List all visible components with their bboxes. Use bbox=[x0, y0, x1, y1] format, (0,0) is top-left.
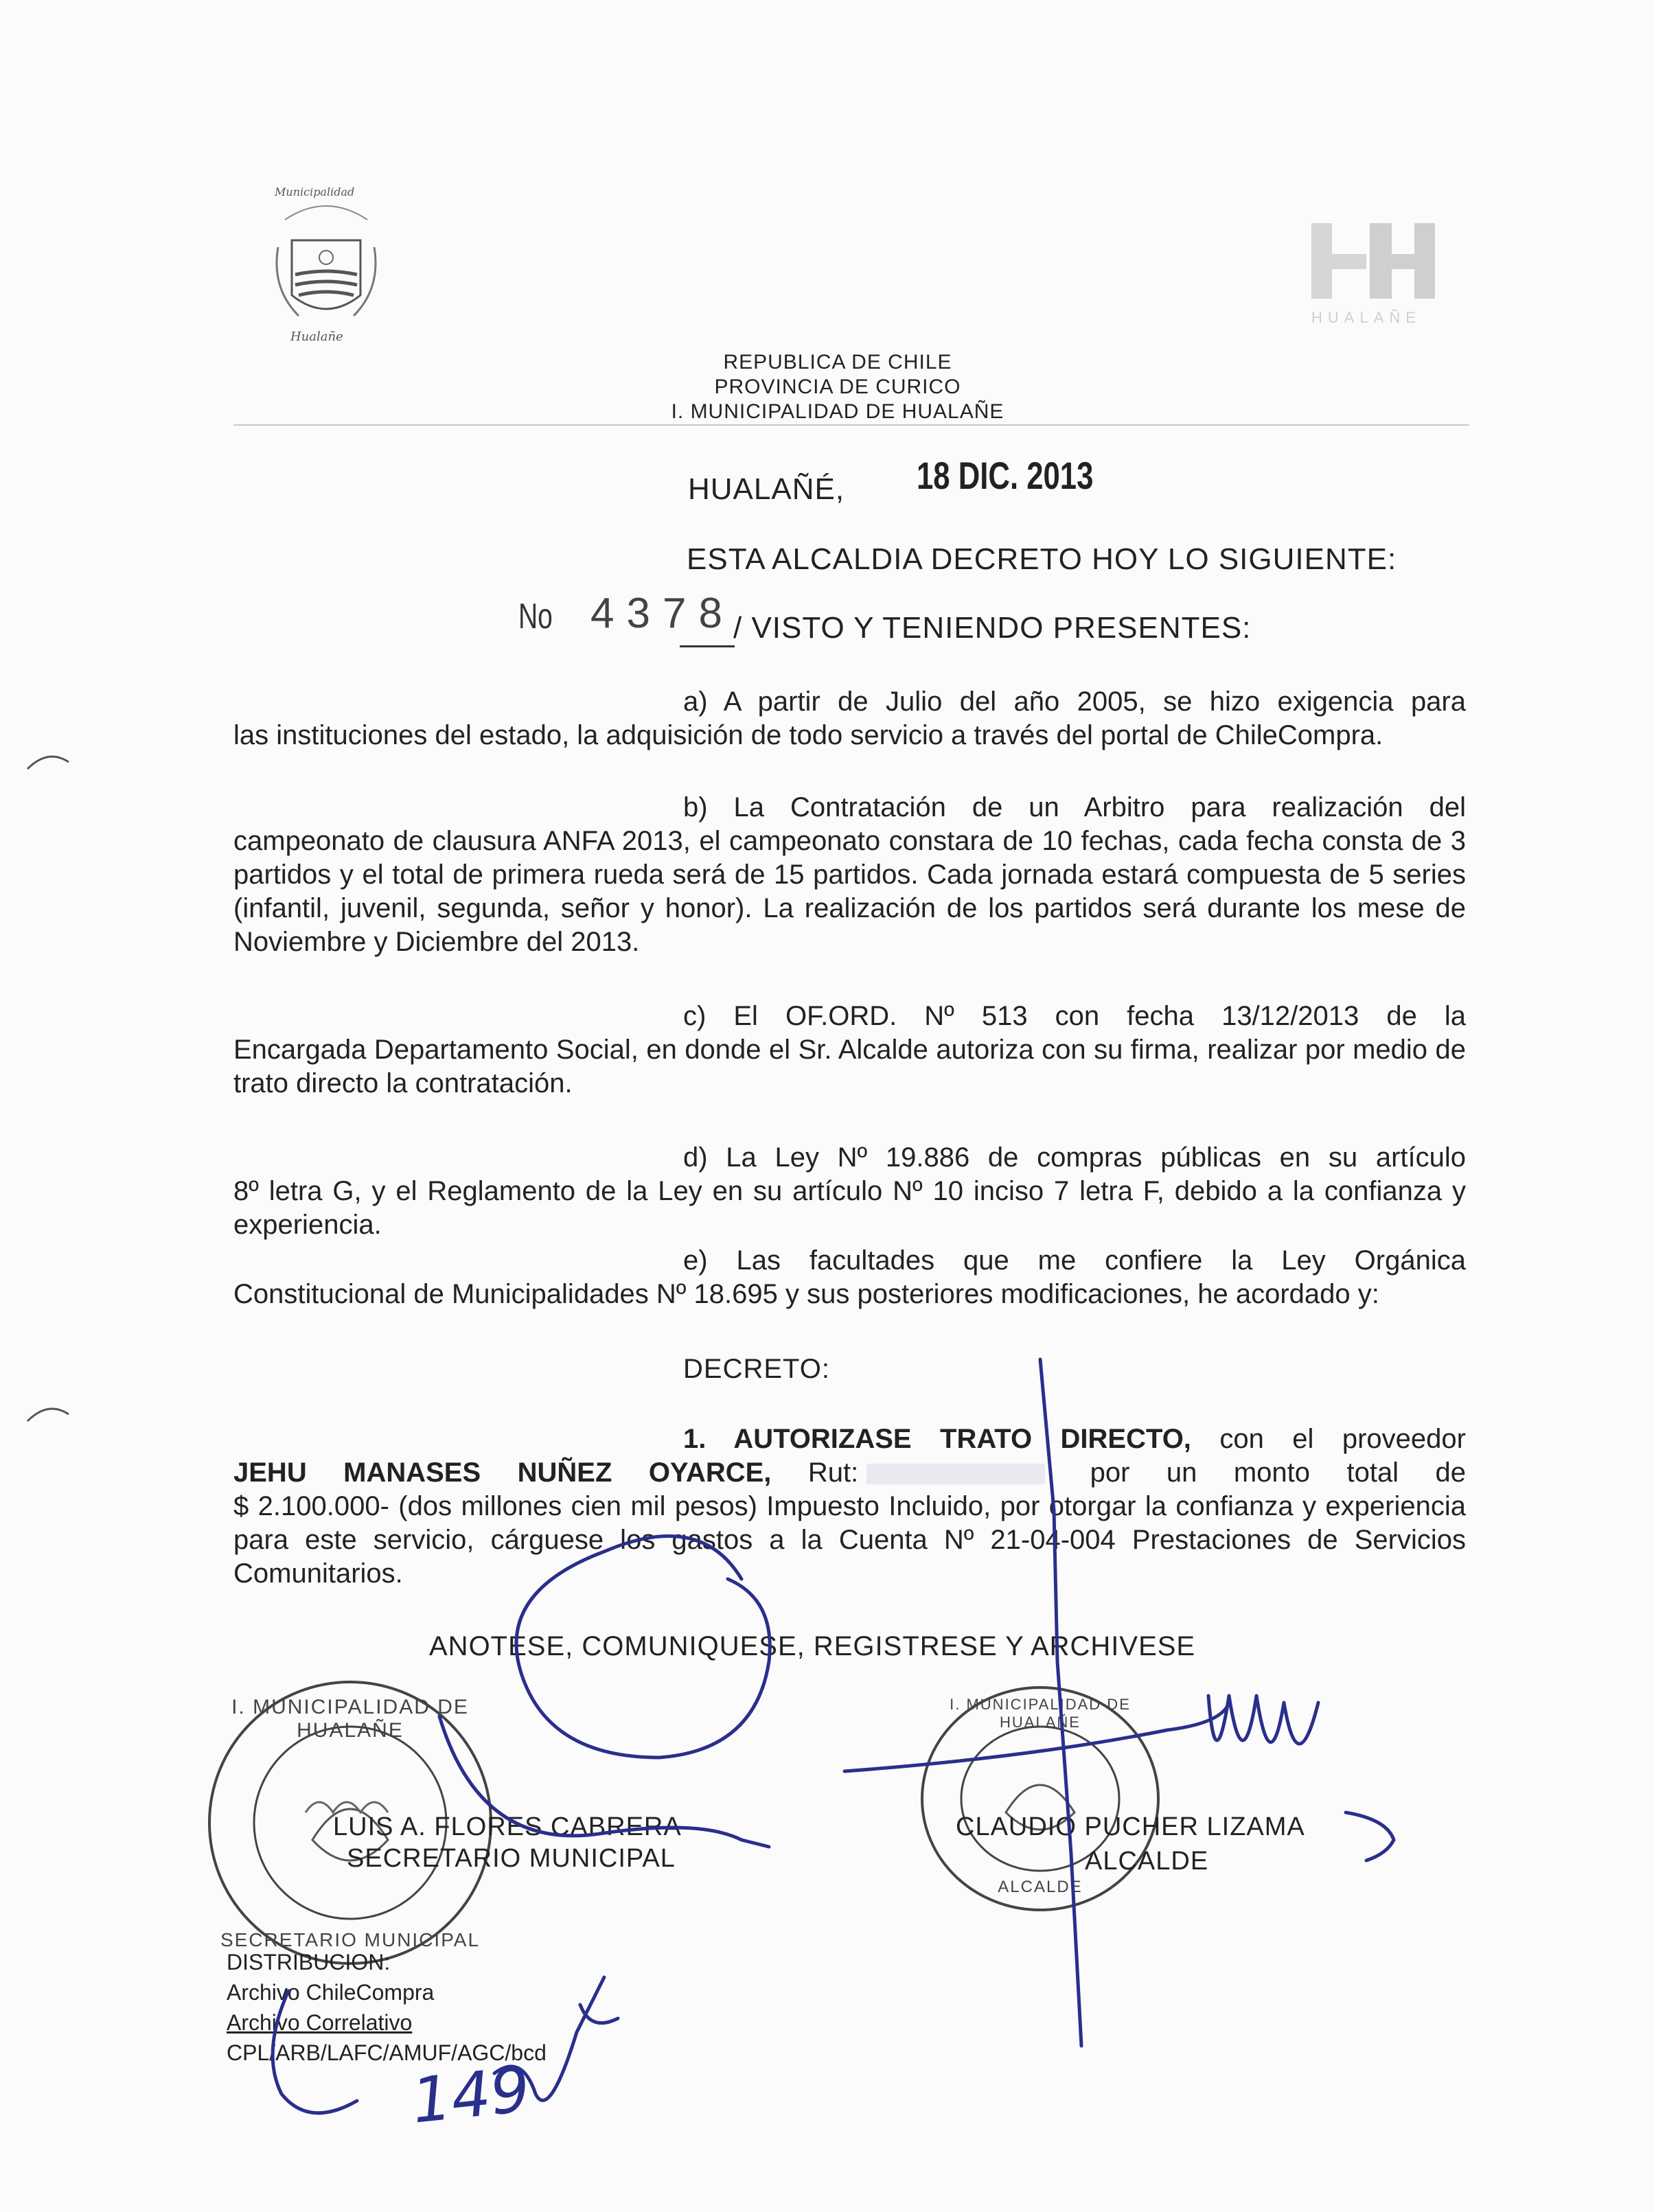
visto-label: / VISTO Y TENIENDO PRESENTES: bbox=[733, 611, 1252, 645]
closing-line: ANOTESE, COMUNIQUESE, REGISTRESE Y ARCHIVESE bbox=[429, 1631, 1196, 1661]
resolution-item-after: con el proveedor bbox=[1191, 1424, 1466, 1454]
resolution-item: 1. AUTORIZASE TRATO DIRECTO, bbox=[683, 1424, 1191, 1454]
left-seal-bottom: SECRETARIO MUNICIPAL bbox=[220, 1929, 481, 1950]
amount-lead: por un monto total de bbox=[1053, 1458, 1467, 1488]
paragraph-c-rest: Encargada Departamento Social, en donde el Sr. Alcalde autoriza con su firma, realizar por medio de trato directo la contratación. bbox=[233, 1035, 1466, 1098]
header-line-2: PROVINCIA DE CURICO bbox=[714, 376, 961, 398]
handwritten-page-number: 149 bbox=[408, 2053, 533, 2138]
paragraph-c-first: c) El OF.ORD. Nº 513 con fecha 13/12/2013 de la bbox=[683, 1001, 1466, 1031]
logo-text: HUALAÑE bbox=[1311, 309, 1421, 326]
crest-top-text: Municipalidad bbox=[275, 185, 355, 198]
paragraph-a-first: a) A partir de Julio del año 2005, se hizo exigencia para bbox=[683, 687, 1466, 717]
decreto-label: DECRETO: bbox=[683, 1354, 830, 1384]
paragraph-d-rest: 8º letra G, y el Reglamento de la Ley en su artículo Nº 10 inciso 7 letra F, debido a la confianza y experiencia. bbox=[233, 1176, 1466, 1240]
header-line-1: REPUBLICA DE CHILE bbox=[723, 351, 952, 373]
provider-name: JEHU MANASES NUÑEZ OYARCE, bbox=[233, 1458, 772, 1488]
paragraph-e-first: e) Las facultades que me confiere la Ley Orgánica bbox=[683, 1245, 1466, 1276]
distribution-item: Archivo Correlativo bbox=[227, 2010, 413, 2035]
date-stamp: 18 DIC. 2013 bbox=[917, 454, 1094, 497]
decree-intro: ESTA ALCALDIA DECRETO HOY LO SIGUIENTE: bbox=[687, 542, 1397, 576]
right-seal-top: I. MUNICIPALIDAD DE HUALAÑE bbox=[950, 1696, 1131, 1731]
right-seal-bottom: ALCALDE bbox=[998, 1878, 1083, 1896]
paragraph-d-first: d) La Ley Nº 19.886 de compras públicas en su artículo bbox=[683, 1142, 1466, 1173]
right-signer-name: CLAUDIO PUCHER LIZAMA bbox=[956, 1812, 1305, 1841]
paragraph-e-rest: Constitucional de Municipalidades Nº 18.695 y sus posteriores modificaciones, he acordado y: bbox=[233, 1279, 1379, 1309]
distribution-title: DISTRIBUCION: bbox=[227, 1950, 391, 1974]
paragraph-b-first: b) La Contratación de un Arbitro para realización del bbox=[683, 792, 1466, 822]
distribution-item: Archivo ChileCompra bbox=[227, 1980, 435, 2005]
header-line-3: I. MUNICIPALIDAD DE HUALAÑE bbox=[671, 400, 1004, 423]
rut-label: Rut: bbox=[771, 1458, 859, 1488]
crest-bottom-text: Hualañe bbox=[290, 330, 343, 344]
right-signer-title: ALCALDE bbox=[1085, 1847, 1209, 1876]
place-label: HUALAÑÉ, bbox=[688, 472, 845, 506]
decree-number: 4378 bbox=[590, 590, 735, 637]
left-signer-name: LUIS A. FLORES CABRERA bbox=[333, 1812, 682, 1841]
distribution-item: CPL/ARB/LAFC/AMUF/AGC/bcd bbox=[227, 2040, 547, 2065]
resolution-rest: $ 2.100.000- (dos millones cien mil pesos) Impuesto Incluido, por otorgar la confianza y experiencia para este servicio, cárguese los gastos a la Cuenta Nº 21-04-004 Prestaciones de Servicios Comunitarios. bbox=[233, 1491, 1466, 1589]
number-prefix: No bbox=[518, 597, 553, 636]
left-signer-title: SECRETARIO MUNICIPAL bbox=[347, 1844, 676, 1873]
left-seal-top: I. MUNICIPALIDAD DE HUALAÑE bbox=[231, 1696, 469, 1742]
paragraph-a-rest: las instituciones del estado, la adquisición de todo servicio a través del portal de ChileCompra. bbox=[233, 720, 1383, 750]
paragraph-b-rest: campeonato de clausura ANFA 2013, el campeonato constara de 10 fechas, cada fecha consta de 3 partidos y el total de primera rueda será de 15 partidos. Cada jornada estará compuesta de 5 series (infantil, juvenil, segunda, señor y honor). La realización de los partidos será durante los mese de Noviembre y Diciembre del 2013. bbox=[233, 826, 1466, 957]
